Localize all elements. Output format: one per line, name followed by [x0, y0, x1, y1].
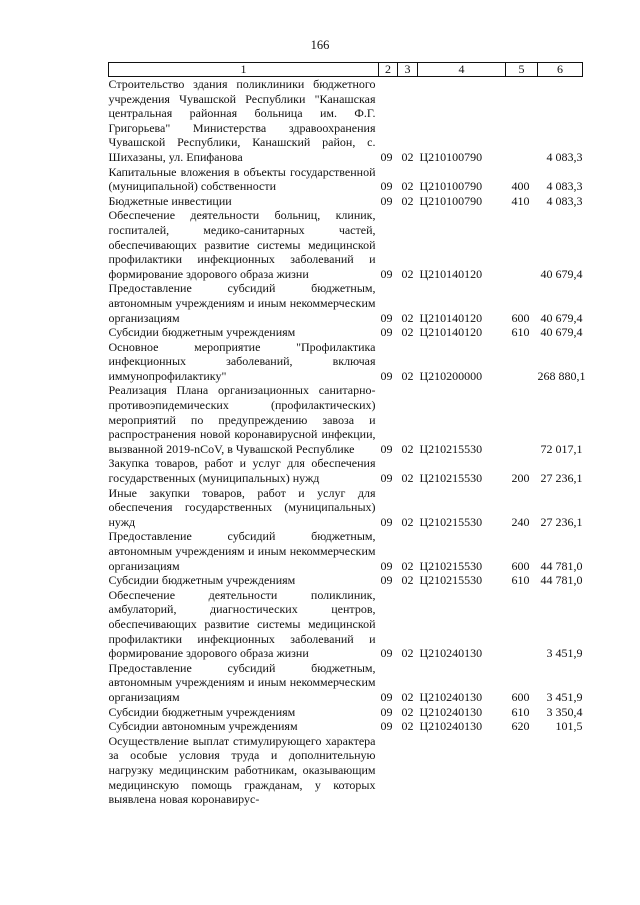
row-subsection: 02 — [401, 514, 414, 529]
row-name: Основное мероприятие "Профилактика инфекционных заболеваний, включая иммунопрофилактику" — [108, 339, 376, 383]
table-row — [109, 529, 583, 573]
row-target: Ц210240130 — [419, 704, 483, 719]
row-subsection: 02 — [401, 266, 414, 281]
row-name: Субсидии бюджетным учреждениям — [108, 573, 296, 588]
row-amount: 101,5 — [555, 719, 583, 734]
table-row — [109, 194, 583, 209]
row-target: Ц210140120 — [419, 325, 483, 340]
row-target — [418, 734, 506, 807]
row-section: 09 — [380, 704, 393, 719]
header-col-name: 1 — [109, 63, 379, 77]
row-name: Обеспечение деятельности поликлиник, амбулаторий, диагностических центров, обеспечивающих развитие системы медицинской профилактики инфекционных заболеваний и формирование здорового образа жизни — [108, 587, 376, 661]
row-target: Ц210240130 — [419, 689, 483, 704]
row-kind — [506, 383, 538, 456]
table-row — [109, 340, 583, 384]
row-name: Реализация Плана организационных санитарно-противоэпидемических (профилактических) мероприятий по предупреждению завоза и распространения новой коронавирусной инфекции, вызванной 2019-nCoV, в Чувашской Республике — [108, 383, 376, 456]
row-kind: 410 — [511, 193, 530, 208]
row-amount: 40 679,4 — [540, 310, 583, 325]
row-subsection: 02 — [401, 719, 414, 734]
row-kind — [506, 734, 538, 807]
row-kind: 200 — [511, 471, 530, 486]
row-kind: 400 — [511, 179, 530, 194]
row-name: Иные закупки товаров, работ и услуг для обеспечения государственных (муниципальных) нужд — [108, 485, 376, 529]
row-target: Ц210140120 — [419, 266, 483, 281]
row-name: Предоставление субсидий бюджетным, автономным учреждениям и иным некоммерческим организациям — [108, 529, 376, 573]
row-subsection: 02 — [401, 193, 414, 208]
row-kind: 610 — [511, 704, 530, 719]
table-row — [109, 325, 583, 340]
row-name: Субсидии бюджетным учреждениям — [108, 325, 296, 340]
row-section: 09 — [380, 646, 393, 661]
row-name: Предоставление субсидий бюджетным, автономным учреждениям и иным некоммерческим организациям — [108, 281, 376, 325]
row-name: Бюджетные инвестиции — [108, 193, 232, 208]
row-name: Капитальные вложения в объекты государственной (муниципальной) собственности — [108, 164, 376, 194]
row-amount: 44 781,0 — [540, 573, 583, 588]
table-row — [109, 486, 583, 530]
row-subsection: 02 — [401, 441, 414, 456]
row-section: 09 — [380, 310, 393, 325]
table-row — [109, 456, 583, 485]
row-name: Обеспечение деятельности больниц, клиник, госпиталей, медико-санитарных частей, обеспечивающих развитие системы медицинской профилактики инфекционных заболеваний и формирование здорового образа жизни — [108, 208, 376, 281]
row-subsection: 02 — [401, 179, 414, 194]
row-section: 09 — [380, 266, 393, 281]
table-row — [109, 573, 583, 588]
row-amount — [538, 734, 583, 807]
table-row — [109, 77, 583, 165]
row-subsection: 02 — [401, 646, 414, 661]
row-target: Ц210215530 — [419, 514, 483, 529]
table-body — [108, 77, 586, 807]
row-section: 09 — [380, 689, 393, 704]
header-col-amount: 6 — [538, 63, 583, 77]
row-name: Закупка товаров, работ и услуг для обеспечения государственных (муниципальных) нужд — [108, 456, 376, 486]
row-amount: 27 236,1 — [540, 471, 583, 486]
row-subsection — [398, 734, 418, 807]
row-target: Ц210215530 — [419, 558, 483, 573]
row-target: Ц210215530 — [419, 573, 483, 588]
row-target: Ц210240130 — [419, 719, 483, 734]
row-name: Предоставление субсидий бюджетным, автономным учреждениям и иным некоммерческим организациям — [108, 660, 376, 704]
row-amount: 4 083,3 — [546, 179, 583, 194]
row-target: Ц210200000 — [419, 368, 483, 383]
row-amount: 40 679,4 — [540, 325, 583, 340]
row-target: Ц210215530 — [419, 441, 483, 456]
table-row — [109, 281, 583, 325]
row-amount: 3 451,9 — [546, 689, 583, 704]
row-amount: 40 679,4 — [540, 266, 583, 281]
row-name: Осуществление выплат стимулирующего характера за особые условия труда и дополнительную нагрузку медицинским работникам, оказывающим медицинскую помощь гражданам, у которых выявлена новая коронавирус- — [108, 733, 376, 807]
row-target: Ц210100790 — [419, 179, 483, 194]
header-col-kind: 5 — [506, 63, 538, 77]
table-row — [109, 208, 583, 281]
table-row — [109, 661, 583, 705]
header-col-subsection: 3 — [398, 63, 418, 77]
row-amount: 4 083,3 — [546, 149, 583, 164]
page-number: 166 — [310, 38, 330, 52]
row-kind: 600 — [511, 558, 530, 573]
header-col-section: 2 — [379, 63, 398, 77]
row-section: 09 — [380, 441, 393, 456]
row-subsection: 02 — [401, 558, 414, 573]
header-row — [109, 63, 583, 77]
row-name: Субсидии бюджетным учреждениям — [108, 704, 296, 719]
row-subsection: 02 — [401, 471, 414, 486]
row-section — [379, 734, 398, 807]
table-row — [109, 705, 583, 720]
row-section: 09 — [380, 471, 393, 486]
row-section: 09 — [380, 368, 393, 383]
row-subsection: 02 — [401, 325, 414, 340]
row-target: Ц210240130 — [419, 646, 483, 661]
table-header — [109, 63, 583, 77]
table-row — [109, 719, 583, 734]
row-target: Ц210100790 — [419, 149, 483, 164]
row-subsection: 02 — [401, 310, 414, 325]
row-amount: 3 451,9 — [546, 646, 583, 661]
row-subsection: 02 — [401, 704, 414, 719]
row-target: Ц210100790 — [419, 193, 483, 208]
table-row — [109, 165, 583, 194]
row-section: 09 — [380, 719, 393, 734]
header-col-target: 4 — [418, 63, 506, 77]
row-subsection: 02 — [401, 573, 414, 588]
row-target: Ц210140120 — [419, 310, 483, 325]
row-kind: 620 — [511, 719, 530, 734]
row-section: 09 — [380, 558, 393, 573]
row-name: Строительство здания поликлиники бюджетного учреждения Чувашской Республики "Канашская центральная районная больница им. Ф.Г. Григорьева" Министерства здравоохранения Чувашской Республики, Канашский район, с. Шихазаны, ул. Епифанова — [108, 77, 376, 164]
row-subsection: 02 — [401, 149, 414, 164]
row-amount: 27 236,1 — [540, 514, 583, 529]
budget-table — [108, 62, 586, 807]
row-kind — [506, 208, 538, 281]
row-section: 09 — [380, 514, 393, 529]
row-kind — [506, 77, 538, 165]
row-section: 09 — [380, 179, 393, 194]
table-row — [109, 383, 583, 456]
row-kind: 240 — [511, 514, 530, 529]
row-section: 09 — [380, 573, 393, 588]
row-subsection: 02 — [401, 689, 414, 704]
row-subsection: 02 — [401, 368, 414, 383]
row-section: 09 — [380, 149, 393, 164]
row-kind: 610 — [511, 573, 530, 588]
row-section: 09 — [380, 325, 393, 340]
row-kind: 600 — [511, 310, 530, 325]
table-row — [109, 734, 583, 807]
row-amount: 44 781,0 — [540, 558, 583, 573]
row-amount: 4 083,3 — [546, 193, 583, 208]
row-kind — [506, 588, 538, 661]
row-name: Субсидии автономным учреждениям — [108, 719, 298, 734]
row-amount: 268 880,1 — [537, 368, 586, 383]
row-section: 09 — [380, 193, 393, 208]
row-kind — [506, 340, 538, 384]
row-kind: 600 — [511, 689, 530, 704]
row-amount: 72 017,1 — [540, 441, 583, 456]
row-kind: 610 — [511, 325, 530, 340]
table-row — [109, 588, 583, 661]
row-amount: 3 350,4 — [546, 704, 583, 719]
row-target: Ц210215530 — [419, 471, 483, 486]
